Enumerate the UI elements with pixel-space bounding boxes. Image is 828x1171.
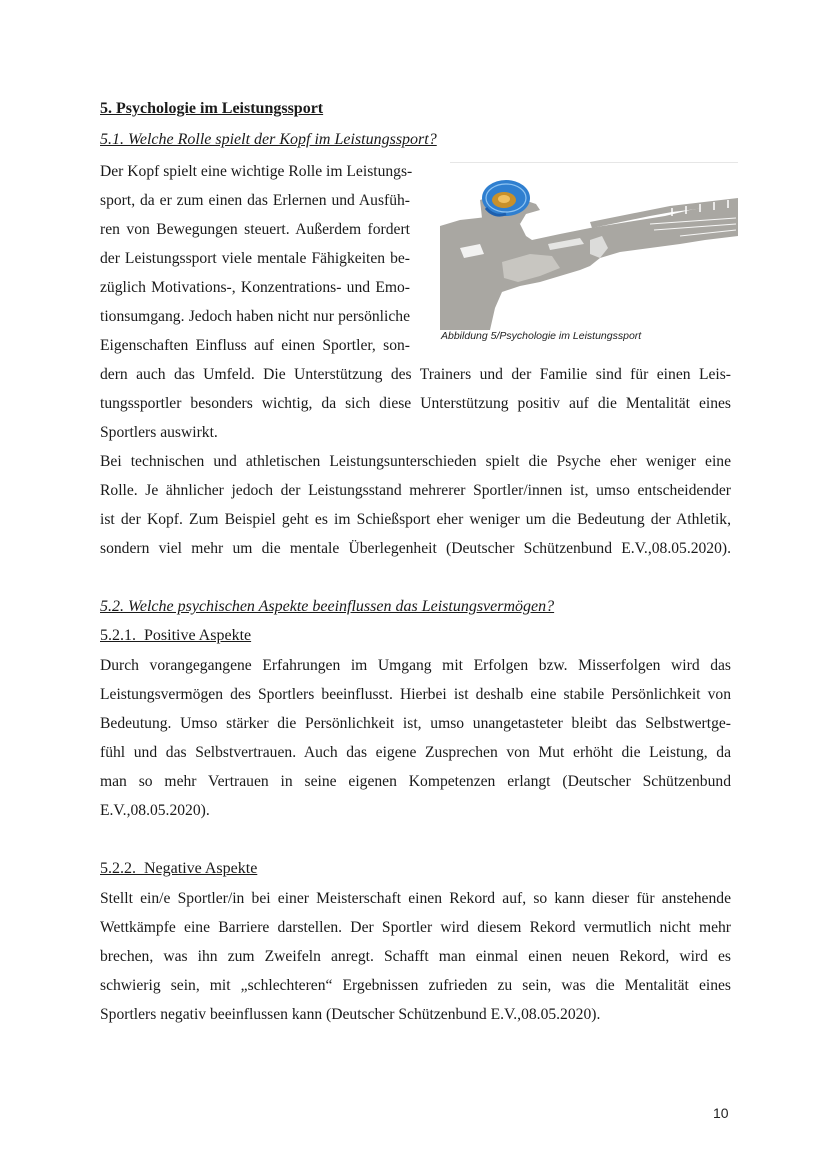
section-5-1-title: 5.1. Welche Rolle spielt der Kopf im Leistungssport? xyxy=(100,131,437,148)
paragraph-line: dern auch das Umfeld. Die Unterstützung des Trainers und der Familie sind für einen Leis- xyxy=(100,366,731,383)
paragraph-line: E.V.,08.05.2020). xyxy=(100,802,210,819)
paragraph-line: man so mehr Vertrauen in seine eigenen Kompetenzen erlangt (Deutscher Schützenbund xyxy=(100,773,731,790)
paragraph-line: der Leistungssport viele mentale Fähigkeiten be- xyxy=(100,250,410,267)
paragraph-line: ren von Bewegungen steuert. Außerdem fordert xyxy=(100,221,410,238)
paragraph-line: Rolle. Je ähnlicher jedoch der Leistungsstand mehrerer Sportler/innen ist, umso entscheidender xyxy=(100,482,731,499)
paragraph-line: sport, da er zum einen das Erlernen und Ausfüh- xyxy=(100,192,410,209)
paragraph-line: Sportlers auswirkt. xyxy=(100,424,218,441)
paragraph-line: Sportlers negativ beeinflussen kann (Deutscher Schützenbund E.V.,08.05.2020). xyxy=(100,1006,601,1023)
paragraph-line: Stellt ein/e Sportler/in bei einer Meisterschaft einen Rekord auf, so kann dieser für anstehende xyxy=(100,890,731,907)
section-5-2-title: 5.2. Welche psychischen Aspekte beeinflussen das Leistungsvermögen? xyxy=(100,598,555,615)
paragraph-line: Durch vorangegangene Erfahrungen im Umgang mit Erfolgen bzw. Misserfolgen wird das xyxy=(100,657,731,674)
chapter-heading: 5. Psychologie im Leistungssport xyxy=(100,100,324,117)
paragraph-line: sondern viel mehr um die mentale Überlegenheit (Deutscher Schützenbund E.V.,08.05.2020). xyxy=(100,540,731,557)
shooter-brain-figure xyxy=(440,158,740,330)
subsection-5-2-2-title: 5.2.2. Negative Aspekte xyxy=(100,860,258,877)
paragraph-line: Wettkämpfe eine Barriere darstellen. Der Sportler wird diesem Rekord vermutlich nicht mehr xyxy=(100,919,731,936)
paragraph-line: Der Kopf spielt eine wichtige Rolle im Leistungs- xyxy=(100,163,413,180)
paragraph-line: ist der Kopf. Zum Beispiel geht es im Schießsport eher weniger um die Bedeutung der Athletik, xyxy=(100,511,731,528)
paragraph-line: tungssportler besonders wichtig, da sich diese Unterstützung positiv auf die Mentalität eines xyxy=(100,395,731,412)
paragraph-line: Leistungsvermögen des Sportlers beeinflusst. Hierbei ist deshalb eine stabile Persönlichkeit von xyxy=(100,686,731,703)
subsection-5-2-1-title: 5.2.1. Positive Aspekte xyxy=(100,627,252,644)
paragraph-line: züglich Motivations-, Konzentrations- und Emo- xyxy=(100,279,410,296)
paragraph-line: Bei technischen und athletischen Leistungsunterschieden spielt die Psyche eher weniger eine xyxy=(100,453,731,470)
paragraph-line: fühl und das Selbstvertrauen. Auch das eigene Zusprechen von Mut erhöht die Leistung, da xyxy=(100,744,731,761)
page-number: 10 xyxy=(713,1105,729,1121)
shooter-silhouette-icon xyxy=(440,158,740,330)
paragraph-line: schwierig sein, mit „schlechteren“ Ergebnissen zufrieden zu sein, was die Mentalität eines xyxy=(100,977,731,994)
figure-caption: Abbildung 5/Psychologie im Leistungssport xyxy=(441,330,642,342)
paragraph-line: tionsumgang. Jedoch haben nicht nur persönliche xyxy=(100,308,410,325)
paragraph-line: Eigenschaften Einfluss auf einen Sportler, son- xyxy=(100,337,410,354)
paragraph-line: Bedeutung. Umso stärker die Persönlichkeit ist, umso unangetasteter bleibt das Selbstwertge- xyxy=(100,715,731,732)
paragraph-line: brechen, was ihn zum Zweifeln anregt. Schafft man einmal einen neuen Rekord, wird es xyxy=(100,948,731,965)
